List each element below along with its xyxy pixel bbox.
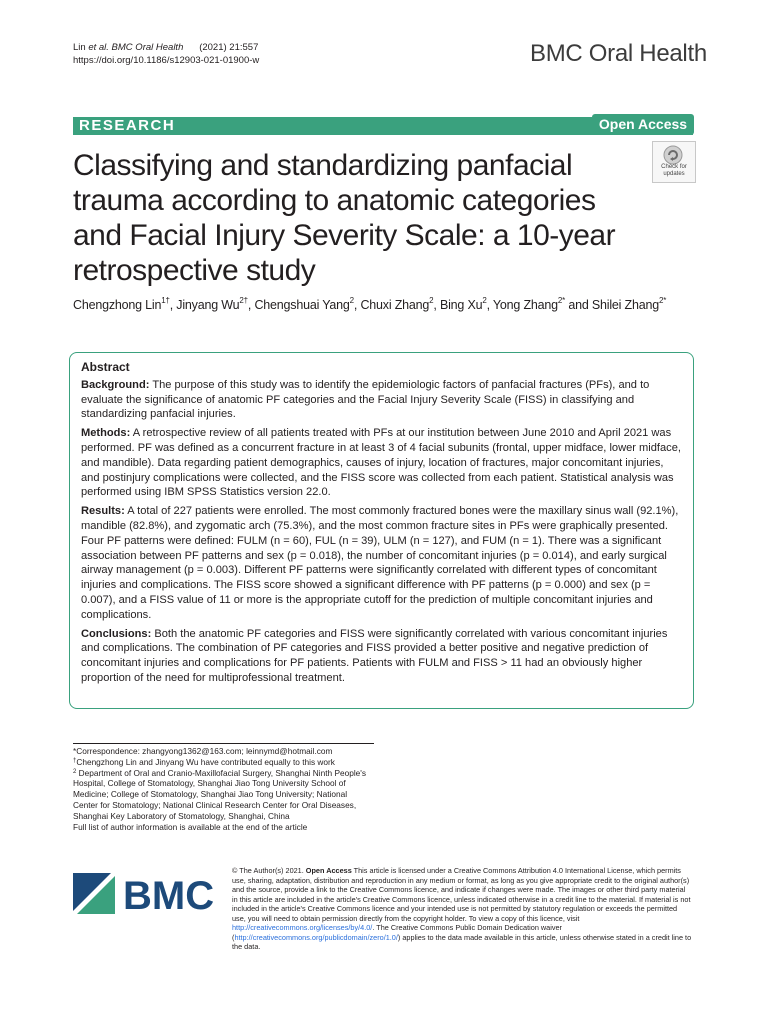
author-name[interactable]: Chengshuai Yang — [254, 298, 350, 312]
correspondence: *Correspondence: zhangyong1362@163.com; leinnymd@hotmail.com — [73, 746, 333, 756]
author-separator: , — [433, 298, 440, 312]
section-label: Conclusions: — [81, 627, 152, 640]
author-separator: , — [247, 298, 255, 312]
license-body: This article is licensed under a Creative Commons Attribution 4.0 International License, which permits use, sharing, adaptation, distribution and reproduction in any medium or format, as long as you give appropriate credit to the original author(s) and the source, provide a link to the Creative Commons licence, and indicate if changes were made. The images or other third party material in this article are included in the article's Creative Commons licence, unless indicated otherwise in a credit line to the material. If material is not included in the article's Creative Commons licence and your intended use is not permitted by statutory regulation or exceeds the permitted use, you will need to obtain permission directly from the copyright holder. To view a copy of this licence, visit — [232, 866, 691, 923]
footnote-divider — [73, 743, 374, 744]
section-label: Methods: — [81, 427, 131, 440]
author-affiliation-sup: 1† — [161, 296, 170, 305]
license-body-3: ) applies to the data made available in this article, unless otherwise stated in a credit line to the data. — [232, 932, 692, 951]
section-text: A retrospective review of all patients treated with PFs at our institution between June 2010 and April 2021 was performed. PF was defined as a concurrent fracture in at least 3 of 4 facial subunits (frontal, upper midface, lower midface, and mandible). Data regarding patient demographics, causes of injury, location of fractures, major concomitant injuries, and postinjury complications were collected, and the FISS score was collected from each patient. Statistical analysis was performed using IBM SPSS Statistics version 22.0. — [81, 427, 681, 499]
license-body-2: . The Creative Commons Public Domain Dedication waiver ( — [232, 923, 562, 942]
bmc-logo — [73, 868, 218, 918]
open-access-label: Open Access — [598, 116, 688, 132]
author-affiliation-sup: 2† — [239, 296, 248, 305]
license-oa-label: Open Access — [305, 866, 352, 875]
citation-journal: et al. BMC Oral Health — [85, 42, 184, 53]
author-separator: , — [169, 298, 177, 312]
author-affiliation-sup: 2* — [658, 296, 667, 305]
full-list-note: Full list of author information is available at the end of the article — [73, 821, 308, 832]
journal-name: BMC Oral Health — [530, 40, 707, 67]
copyright: © The Author(s) 2021. — [232, 866, 306, 875]
author-name[interactable]: Shilei Zhang — [591, 298, 659, 312]
section-text: A total of 227 patients were enrolled. The most commonly fractured bones were the maxillary sinus wall (92.1%), mandible (82.8%), and zygomatic arch (75.3%), and the most common fracture sites in PFs were graphically presented. Four PF patterns were defined: FULM (n = 60), FUL (n = 39), ULM (n = 127), and FUM (n = 1). There was a significant association between PF patterns and sex (p = 0.018), the number of concomitant injuries (p = 0.014), and early surgical airway management (p = 0.003). Different PF patterns were significantly correlated with different types of concomitant injuries and complications. The FISS score showed a significant difference with PF patterns (p = 0.000) and sex (p = 0.007), and a FISS value of 11 or more is the appropriate cutoff for the prediction of multiple concomitant injuries and complications. — [81, 505, 679, 621]
equal-sup: † — [73, 757, 77, 764]
author-name[interactable]: Jinyang Wu — [176, 298, 240, 312]
author-affiliation-sup: 2 — [349, 296, 354, 305]
author-separator: and — [565, 298, 592, 312]
affiliation — [73, 768, 373, 822]
license-text — [232, 866, 692, 952]
check-for-updates-button[interactable] — [652, 141, 696, 183]
abstract-results — [81, 504, 684, 622]
check-updates-icon — [663, 145, 683, 165]
citation-authors: Lin — [73, 42, 86, 53]
section-text: Both the anatomic PF categories and FISS were significantly correlated with various concomitant injuries and complications. The combination of PF categories and FISS provided a better positive and negative prediction of concomitant injuries and complications for PF patients. Patients with FULM and FISS > 11 had an obviously higher proportion of the need for multiprofessional treatment. — [81, 627, 668, 684]
author-name[interactable]: Chengzhong Lin — [73, 298, 162, 312]
equal-contribution — [73, 757, 373, 768]
check-updates-label: Check for updates — [661, 164, 687, 177]
author-name[interactable]: Bing Xu — [439, 298, 483, 312]
research-label: RESEARCH — [79, 117, 176, 134]
author-list — [73, 296, 713, 314]
affil-sup: 2 — [73, 768, 77, 775]
citation-year: (2021) 21:557 — [199, 42, 259, 53]
footnotes — [73, 746, 373, 832]
abstract — [81, 360, 684, 690]
doi-link[interactable]: https://doi.org/10.1186/s12903-021-01900-w — [73, 55, 260, 66]
author-name[interactable]: Yong Zhang — [492, 298, 558, 312]
bmc-logo-text: BMC — [123, 874, 215, 918]
abstract-heading: Abstract — [81, 360, 130, 374]
citation — [73, 41, 259, 67]
equal-text: Chengzhong Lin and Jinyang Wu have contributed equally to this work — [76, 756, 335, 767]
article-title: Classifying and standardizing panfacial trauma according to anatomic categories and Facial Injury Severity Scale: a 10-year retrospective study — [73, 149, 616, 287]
author-separator: , — [353, 298, 361, 312]
abstract-conclusions — [81, 627, 684, 686]
abstract-background — [81, 378, 684, 422]
author-name[interactable]: Chuxi Zhang — [360, 298, 430, 312]
affil-text: Department of Oral and Cranio-Maxillofacial Surgery, Shanghai Ninth People's Hospital, College of Stomatology, Shanghai Jiao Tong University School of Medicine; College of Stomatology, Shanghai Jiao Tong University; National Center for Stomatology; National Clinical Research Center for Oral Diseases, Shanghai Key Laboratory of Stomatology, Shanghai, China — [73, 767, 367, 821]
author-affiliation-sup: 2 — [482, 296, 487, 305]
abstract-methods — [81, 426, 684, 500]
author-separator: , — [486, 298, 493, 312]
section-text: The purpose of this study was to identify the epidemiologic factors of panfacial fractures (PFs), and to evaluate the significance of anatomic PF categories and the Facial Injury Severity Scale (FISS) in classifying and standardizing panfacial injuries. — [81, 378, 650, 421]
section-label: Background: — [81, 378, 150, 391]
author-affiliation-sup: 2 — [429, 296, 434, 305]
author-affiliation-sup: 2* — [557, 296, 566, 305]
cc-by-link[interactable]: http://creativecommons.org/licenses/by/4.0/ — [232, 923, 373, 932]
cc-zero-link[interactable]: http://creativecommons.org/publicdomain/zero/1.0/ — [234, 932, 398, 942]
section-label: Results: — [81, 505, 125, 518]
